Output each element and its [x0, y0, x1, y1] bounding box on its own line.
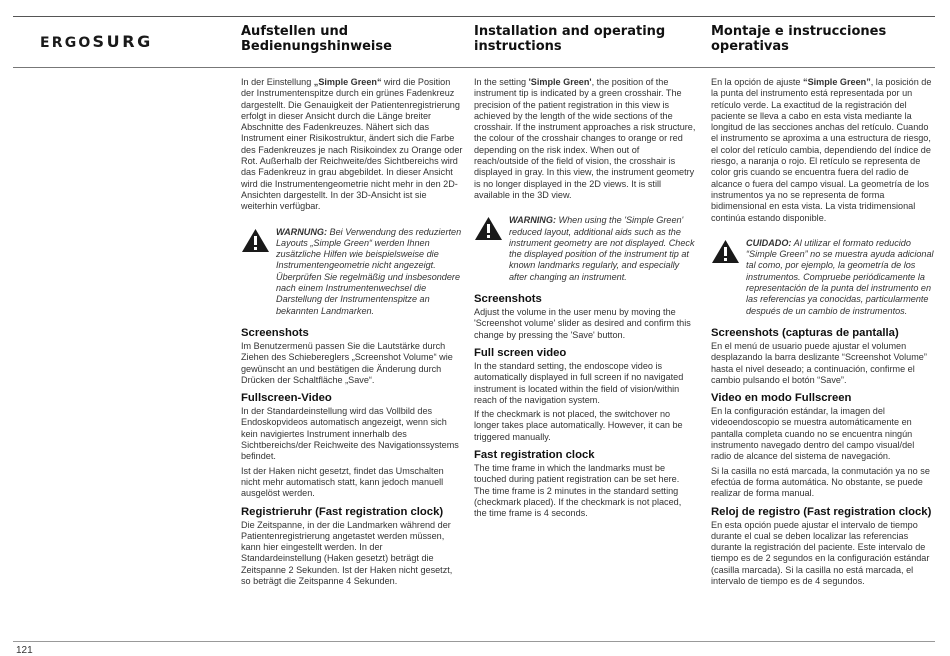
warning-text: Bei Verwendung des reduzierten Layouts „Simple Green“ werden Ihnen zusätzliche Hilfen wie beispielsweise die Instrumentengeometrie nicht angezeigt. Überprüfen Sie regelmäßig und insbesondere nach einem Instrumentenwechsel die Darstellung der Instrumentenspitze an bekannten Landmarken. [276, 226, 462, 316]
section-paragraph: Si la casilla no está marcada, la conmutación ya no se efectúa de forma automática. No obstante, se puede realizar de forma manual. [711, 465, 930, 499]
section-heading-registration-clock: Reloj de registro (Fast registration clock) [711, 505, 932, 518]
section-paragraph: Die Zeitspanne, in der die Landmarken während der Patientenregistrierung angetastet werden müssen, kann hier eingestellt werden. In der Standardeinstellung (Haken gesetzt) beträgt die Zeitspanne 2 Sekunden. Ist der Haken nicht gesetzt, so beträgt die Zeitspanne 4 Sekunden. [241, 519, 453, 586]
section-heading-screenshots: Screenshots [474, 293, 542, 306]
section-paragraph: En el menú de usuario puede ajustar el volumen desplazando la barra deslizante “Screenshot Volume” hasta el nivel deseado; a continuación, confirme el cambio pulsando el botón “Save”. [711, 340, 927, 385]
warning-label: CUIDADO: [746, 237, 792, 248]
section-heading-fullscreen: Video en modo Fullscreen [711, 392, 852, 405]
section-heading-screenshots: Screenshots [241, 326, 309, 339]
warning-triangle-icon [474, 216, 503, 241]
warning-text: When using the 'Simple Green' reduced layout, additional aids such as the instrument geometry are not displayed. Check the displayed position of the instrument tip at known landmarks regularly, and especially after changing an instrument. [509, 215, 695, 282]
column-spanish [711, 24, 936, 590]
section-paragraph: In der Standardeinstellung wird das Vollbild des Endoskopvideos automatisch angezeigt, wenn sich kein navigiertes Instrument innerhalb des Sichtbereichs/der Reichweite des Navigationssystems befindet. [241, 406, 459, 462]
ergosurg-logo: ERGOSURG [40, 32, 153, 51]
section-paragraph: Ist der Haken nicht gesetzt, findet das Umschalten nicht mehr automatisch statt, kann jedoch manuell ausgelöst werden. [241, 465, 444, 499]
column-title: Aufstellen und Bedienungshinweise [241, 24, 392, 54]
section-paragraph: En esta opción puede ajustar el intervalo de tiempo durante el cual se deben localizar las referencias durante la registración del paciente. Este intervalo de tiempo es de 2 segundos en la configuración estándar (casilla marcada). Si la casilla no está marcada, el intervalo de tiempo es de 4 segundos. [711, 519, 930, 586]
warning-label: WARNING: [509, 215, 556, 226]
section-heading-registration-clock: Registrieruhr (Fast registration clock) [241, 505, 444, 518]
section-heading-screenshots: Screenshots (capturas de pantalla) [711, 326, 899, 339]
intro-paragraph: In der Einstellung „Simple Green“ wird die Position der Instrumentenspitze durch ein grünes Fadenkreuz dargestellt. Die Genauigkeit der Patientenregistrierung erfolgt in dieser Ansicht durch die Länge breiter Abschnitte des Fadenkreuzes. Nähert sich das Instrument einer Risikostruktur, ändert sich die Farbe des Fadenkreuzes je nach Risikoindex zu Orange oder Rot. Außerhalb der Reichweite/des Sichtbereichs wird das Fadenkreuz in grau abgebildet. In dieser Ansicht wird die Instrumentengeometrie nicht mehr in den 2D-Ansichten dargestellt. In der 3D-Ansicht ist sie weiterhin verfügbar. [241, 77, 463, 212]
warning-label: WARNUNG: [276, 226, 328, 237]
column-german [241, 24, 463, 590]
footer-rule [13, 641, 935, 642]
warning-block [241, 227, 463, 317]
section-paragraph: In the standard setting, the endoscope video is automatically displayed in full screen if no navigated instrument is located within the field of vision/within reach of the navigation system. [474, 360, 684, 405]
section-paragraph: Im Benutzermenü passen Sie die Lautstärke durch Ziehen des Schiebereglers „Screenshot Volume“ wie gewünscht an und bestätigen die Änderung durch Drücken der Schaltfläche „Save“. [241, 340, 453, 385]
warning-text: Al utilizar el formato reducido “Simple Green” no se muestra ayuda adicional tal como, por ejemplo, la geometría de los instrumentos. Compruebe periódicamente la representación de la punta del instrumento en las referencias ya conocidas, particularmente después de un cambio de instrumentos. [746, 237, 934, 316]
intro-paragraph: En la opción de ajuste “Simple Green”, la posición de la punta del instrumento está representada por un retículo verde. La exactitud de la registración del paciente se lleva a cabo en esta vista mediante la longitud de las secciones anchas del retículo. Cuando el instrumento se aproxima a una estructura de riesgo, el color del retículo cambia, dependiendo del índice de riesgo, a naranja o rojo. El retículo se representa de color gris cuando se encuentra fuera del radio de alcance o fuera del campo visual. La geometría de los instrumentos ya no se representa de forma bidimensional en esta vista. La vista tridimensional continúa estando disponible. [711, 77, 932, 223]
section-heading-fullscreen: Full screen video [474, 346, 567, 359]
section-paragraph: If the checkmark is not placed, the switchover no longer takes place automatically. However, it can be triggered manually. [474, 409, 683, 442]
column-title: Installation and operating instructions [474, 24, 666, 54]
section-paragraph: The time frame in which the landmarks must be touched during patient registration can be set here. The time frame is 2 minutes in the standard setting (checkmark placed). If the checkmark is not placed, the time frame is 4 seconds. [474, 463, 682, 519]
header-top-rule [13, 16, 935, 17]
intro-paragraph: In the setting 'Simple Green', the position of the instrument tip is indicated by a green crosshair. The precision of the patient registration in this view is achieved by the length of the wide sections of the crosshair. If the instrument approaches a risk structure, the colour of the crosshair changes to orange or red depending on the risk index. When out of reach/outside of the field of vision, the crosshair is displayed in gray. In this view, the instrument geometry is no longer displayed in the 2D views. It is still available in the 3D view. [474, 77, 696, 200]
warning-triangle-icon [711, 239, 740, 264]
section-heading-fullscreen: Fullscreen-Video [241, 392, 332, 405]
page-number: 121 [16, 645, 33, 656]
column-english [474, 24, 696, 523]
section-heading-registration-clock: Fast registration clock [474, 449, 595, 462]
warning-triangle-icon [241, 228, 270, 253]
section-paragraph: Adjust the volume in the user menu by moving the 'Screenshot volume' slider as desired and confirm this change by pressing the 'Save' button. [474, 307, 691, 340]
column-title: Montaje e instrucciones operativas [711, 24, 887, 54]
section-paragraph: En la configuración estándar, la imagen del videoendoscopio se muestra automáticamente en pantalla completa cuando no se encuentra ningún instrumento navegado dentro del campo visual/del radio de alcance del sistema de navegación. [711, 406, 915, 462]
warning-block [474, 215, 696, 283]
warning-block [711, 238, 936, 317]
